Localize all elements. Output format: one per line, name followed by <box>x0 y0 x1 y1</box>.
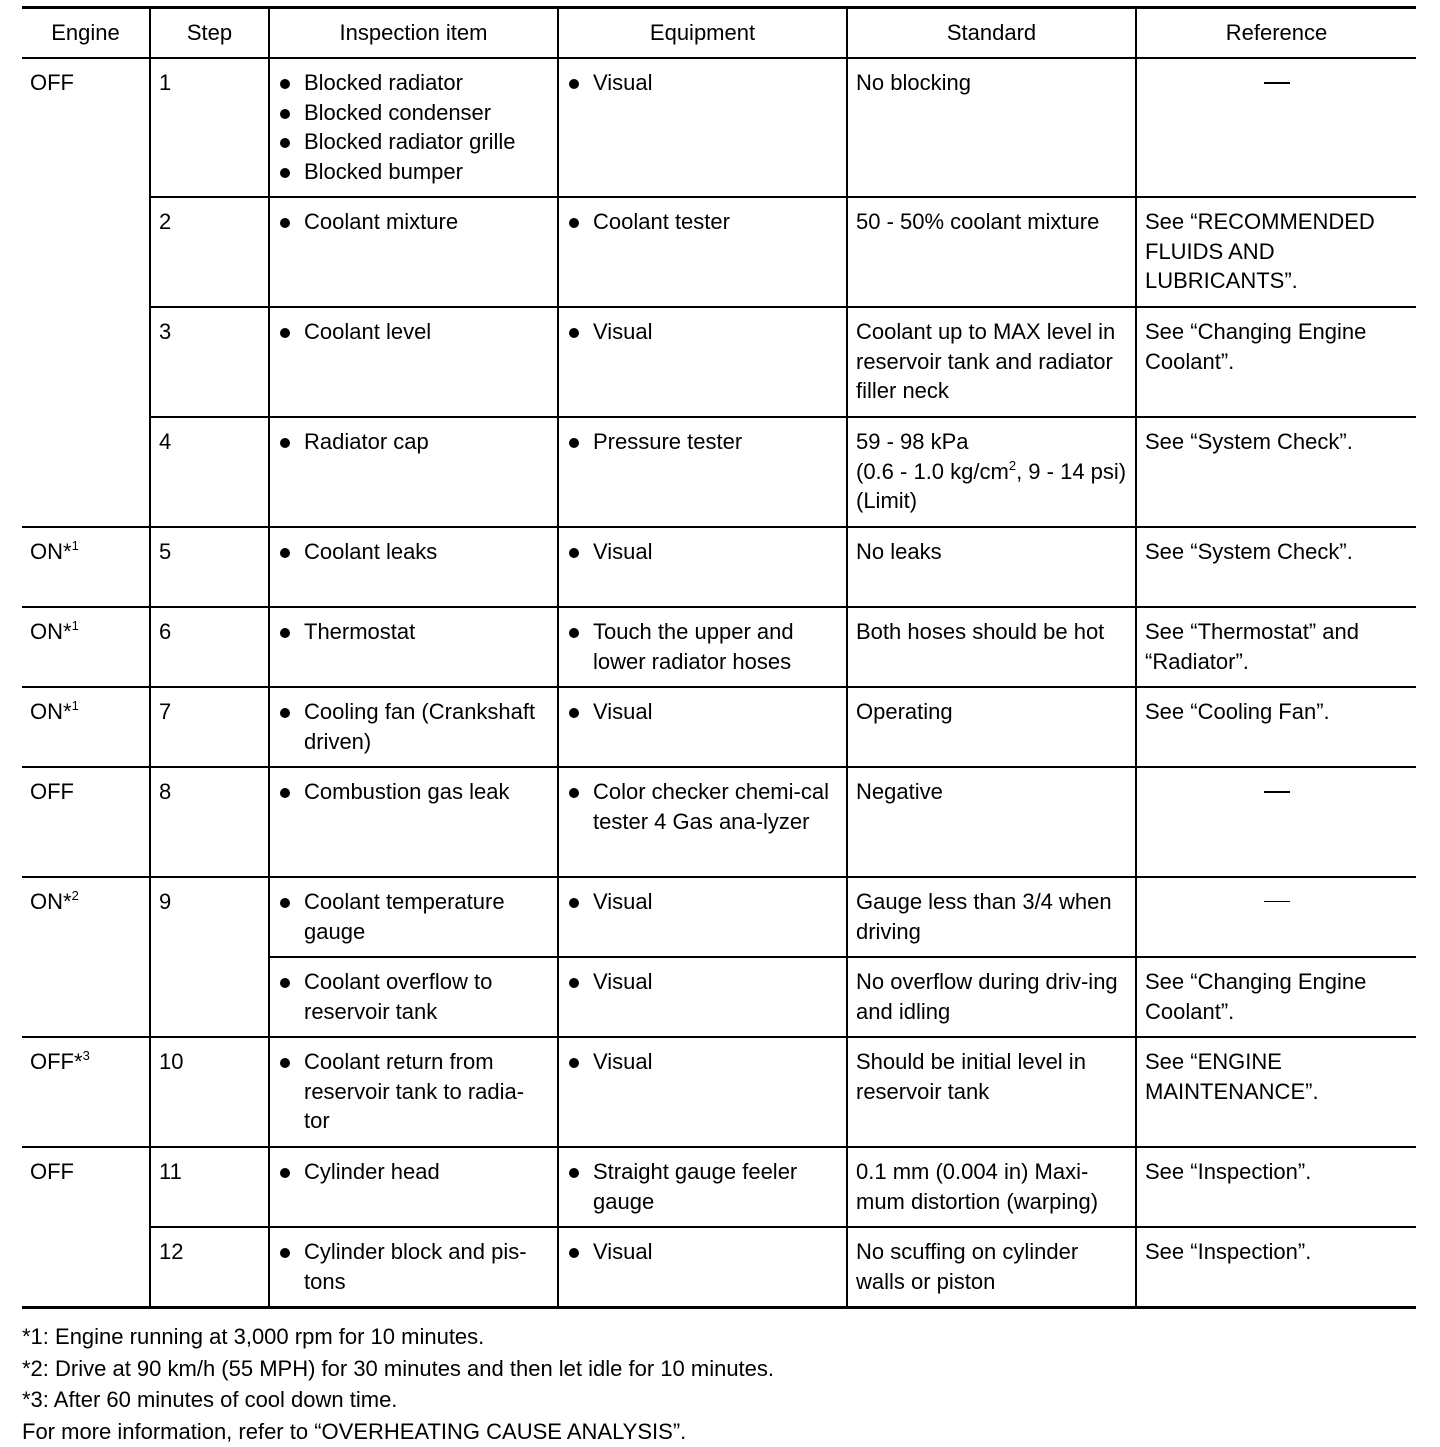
table-row <box>22 527 1416 607</box>
equipment-cell <box>558 877 847 957</box>
standard-metric: (0.6 - 1.0 kg/cm <box>856 459 1009 484</box>
inspection-item-cell <box>269 767 558 877</box>
em-dash <box>1264 791 1290 793</box>
list-item: Radiator cap <box>278 427 549 457</box>
list-item: Visual <box>567 967 838 997</box>
engine-cell <box>22 58 150 527</box>
table-row <box>22 767 1416 877</box>
standard-cell: No blocking <box>847 58 1136 197</box>
reference-cell: See “Inspection”. <box>1136 1147 1416 1227</box>
engine-cell <box>22 1147 150 1308</box>
footnotes <box>22 1321 1418 1447</box>
list-item: Blocked bumper <box>278 157 549 187</box>
list-item: Blocked radiator grille <box>278 127 549 157</box>
engine-state: OFF* <box>30 1049 83 1074</box>
standard-cell <box>847 417 1136 527</box>
footnote-3: *3: After 60 minutes of cool down time. <box>22 1384 1418 1416</box>
list-item: Coolant leaks <box>278 537 549 567</box>
step-cell: 9 <box>150 877 269 1037</box>
footnote-mark: 2 <box>72 888 79 903</box>
standard-imperial: , 9 - 14 psi) (Limit) <box>856 459 1126 514</box>
footnote-2: *2: Drive at 90 km/h (55 MPH) for 30 minutes and then let idle for 10 minutes. <box>22 1353 1418 1385</box>
engine-state: ON* <box>30 889 72 914</box>
list-item: Visual <box>567 697 838 727</box>
table-row <box>22 877 1416 957</box>
equipment-cell <box>558 417 847 527</box>
equipment-cell <box>558 607 847 687</box>
standard-pressure: 59 - 98 kPa <box>856 429 969 454</box>
engine-state: OFF <box>30 1159 74 1184</box>
standard-cell: 50 - 50% coolant mixture <box>847 197 1136 307</box>
em-dash <box>1264 901 1290 902</box>
table-row <box>22 197 1416 307</box>
list-item: Cylinder block and pis-tons <box>278 1237 549 1296</box>
step-cell: 10 <box>150 1037 269 1147</box>
footnote-mark: 3 <box>83 1048 90 1063</box>
list-item: Visual <box>567 537 838 567</box>
engine-cell <box>22 687 150 767</box>
list-item: Visual <box>567 887 838 917</box>
table-row <box>22 687 1416 767</box>
step-cell: 6 <box>150 607 269 687</box>
standard-cell: No leaks <box>847 527 1136 607</box>
step-cell: 4 <box>150 417 269 527</box>
equipment-cell <box>558 1227 847 1308</box>
header-step: Step <box>150 8 269 59</box>
list-item: Touch the upper and lower radiator hoses <box>567 617 838 676</box>
step-cell: 12 <box>150 1227 269 1308</box>
reference-cell: See “System Check”. <box>1136 417 1416 527</box>
inspection-item-cell <box>269 527 558 607</box>
inspection-document <box>22 6 1418 1447</box>
equipment-cell <box>558 58 847 197</box>
equipment-cell <box>558 767 847 877</box>
reference-cell <box>1136 58 1416 197</box>
reference-cell: See “Thermostat” and “Radiator”. <box>1136 607 1416 687</box>
standard-cell: Should be initial level in reservoir tank <box>847 1037 1136 1147</box>
table-row <box>22 1227 1416 1308</box>
footnote-mark: 1 <box>72 538 79 553</box>
list-item: Visual <box>567 317 838 347</box>
footnote-1: *1: Engine running at 3,000 rpm for 10 minutes. <box>22 1321 1418 1353</box>
list-item: Color checker chemi-cal tester 4 Gas ana-lyzer <box>567 777 838 836</box>
reference-cell: See “System Check”. <box>1136 527 1416 607</box>
table-row <box>22 307 1416 417</box>
engine-cell <box>22 607 150 687</box>
list-item: Blocked condenser <box>278 98 549 128</box>
list-item: Visual <box>567 68 838 98</box>
reference-cell <box>1136 877 1416 957</box>
standard-cell: Coolant up to MAX level in reservoir tank and radiator filler neck <box>847 307 1136 417</box>
reference-cell: See “Changing Engine Coolant”. <box>1136 307 1416 417</box>
list-item: Coolant temperature gauge <box>278 887 549 946</box>
inspection-item-cell <box>269 687 558 767</box>
standard-cell: Negative <box>847 767 1136 877</box>
step-cell: 1 <box>150 58 269 197</box>
equipment-cell <box>558 957 847 1037</box>
inspection-item-cell <box>269 1147 558 1227</box>
equipment-cell <box>558 307 847 417</box>
engine-cell <box>22 1037 150 1147</box>
equipment-cell <box>558 197 847 307</box>
header-inspection-item: Inspection item <box>269 8 558 59</box>
list-item: Straight gauge feeler gauge <box>567 1157 838 1216</box>
inspection-item-cell <box>269 1037 558 1147</box>
equipment-cell <box>558 687 847 767</box>
standard-cell: Both hoses should be hot <box>847 607 1136 687</box>
table-row <box>22 1037 1416 1147</box>
inspection-item-cell <box>269 877 558 957</box>
standard-cell: 0.1 mm (0.004 in) Maxi-mum distortion (warping) <box>847 1147 1136 1227</box>
engine-cell <box>22 527 150 607</box>
standard-cell: No scuffing on cylinder walls or piston <box>847 1227 1136 1308</box>
inspection-item-cell <box>269 307 558 417</box>
standard-cell: Gauge less than 3/4 when driving <box>847 877 1136 957</box>
table-header-row <box>22 8 1416 59</box>
inspection-item-cell <box>269 1227 558 1308</box>
table-row <box>22 417 1416 527</box>
em-dash <box>1264 82 1290 84</box>
step-cell: 3 <box>150 307 269 417</box>
reference-cell: See “RECOMMENDED FLUIDS AND LUBRICANTS”. <box>1136 197 1416 307</box>
list-item: Cooling fan (Crankshaft driven) <box>278 697 549 756</box>
inspection-item-cell <box>269 197 558 307</box>
more-info-note: For more information, refer to “OVERHEATING CAUSE ANALYSIS”. <box>22 1416 1418 1447</box>
inspection-item-cell <box>269 417 558 527</box>
inspection-item-cell <box>269 607 558 687</box>
inspection-item-cell <box>269 58 558 197</box>
list-item: Coolant overflow to reservoir tank <box>278 967 549 1026</box>
footnote-mark: 1 <box>72 698 79 713</box>
reference-cell: See “Changing Engine Coolant”. <box>1136 957 1416 1037</box>
list-item: Cylinder head <box>278 1157 549 1187</box>
list-item: Visual <box>567 1047 838 1077</box>
step-cell: 7 <box>150 687 269 767</box>
engine-state: ON* <box>30 539 72 564</box>
header-engine: Engine <box>22 8 150 59</box>
table-row <box>22 1147 1416 1227</box>
list-item: Coolant tester <box>567 207 838 237</box>
list-item: Pressure tester <box>567 427 838 457</box>
step-cell: 2 <box>150 197 269 307</box>
list-item: Visual <box>567 1237 838 1267</box>
standard-cell: Operating <box>847 687 1136 767</box>
footnote-mark: 1 <box>72 618 79 633</box>
reference-cell: See “Inspection”. <box>1136 1227 1416 1308</box>
superscript: 2 <box>1009 458 1016 473</box>
step-cell: 11 <box>150 1147 269 1227</box>
list-item: Combustion gas leak <box>278 777 549 807</box>
list-item: Thermostat <box>278 617 549 647</box>
step-cell: 5 <box>150 527 269 607</box>
header-reference: Reference <box>1136 8 1416 59</box>
equipment-cell <box>558 527 847 607</box>
reference-cell: See “ENGINE MAINTENANCE”. <box>1136 1037 1416 1147</box>
list-item: Coolant mixture <box>278 207 549 237</box>
list-item: Blocked radiator <box>278 68 549 98</box>
equipment-cell <box>558 1147 847 1227</box>
list-item: Coolant level <box>278 317 549 347</box>
table-row <box>22 607 1416 687</box>
engine-state: ON* <box>30 619 72 644</box>
reference-cell: See “Cooling Fan”. <box>1136 687 1416 767</box>
standard-cell: No overflow during driv-ing and idling <box>847 957 1136 1037</box>
engine-state: ON* <box>30 699 72 724</box>
reference-cell <box>1136 767 1416 877</box>
engine-cell <box>22 877 150 1037</box>
header-equipment: Equipment <box>558 8 847 59</box>
header-standard: Standard <box>847 8 1136 59</box>
equipment-cell <box>558 1037 847 1147</box>
engine-cell <box>22 767 150 877</box>
engine-state: OFF <box>30 70 74 95</box>
list-item: Coolant return from reservoir tank to radia-tor <box>278 1047 549 1136</box>
engine-state: OFF <box>30 779 74 804</box>
inspection-item-cell <box>269 957 558 1037</box>
inspection-table <box>22 6 1416 1309</box>
step-cell: 8 <box>150 767 269 877</box>
table-row <box>22 58 1416 197</box>
